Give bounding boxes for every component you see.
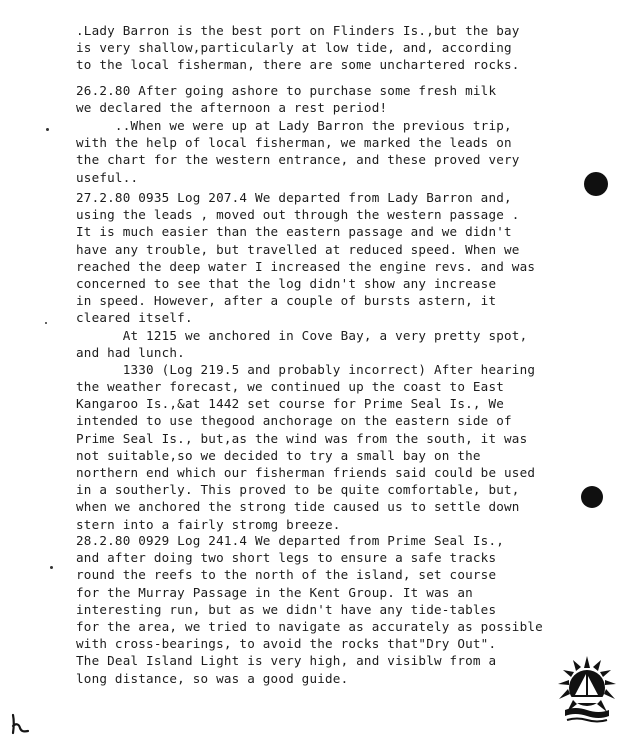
text-line: 26.2.80 After going ashore to purchase some fresh milk [76, 83, 497, 98]
punch-hole-icon [584, 172, 608, 196]
text-line: cleared itself. [76, 310, 193, 326]
text-line: intended to use thegood anchorage on the eastern side of [76, 413, 512, 429]
text-line: 27.2.80 0935 Log 207.4 We departed from Lady Barron and, [76, 190, 512, 205]
text-line: with cross-bearings, to avoid the rocks that"Dry Out". [76, 636, 497, 652]
sun-and-sailboat-emblem-icon [555, 654, 619, 730]
text-line: round the reefs to the north of the island, set course [76, 567, 497, 583]
text-line: ..When we were up at Lady Barron the previous trip, [76, 118, 512, 133]
text-line: long distance, so was a good guide. [76, 670, 349, 686]
text-line: when we anchored the strong tide caused us to settle down [76, 499, 520, 515]
text-line: in a southerly. This proved to be quite comfortable, but, [76, 482, 520, 498]
text-line: concerned to see that the log didn't show any increase [76, 275, 497, 291]
text-line: The Deal Island Light is very high, and visiblw from a [76, 653, 497, 669]
text-line: and had lunch. [76, 344, 185, 360]
paragraph-27-2-80 [76, 189, 612, 533]
text-line: to the local fisherman, there are some unchartered rocks. [76, 57, 520, 73]
text-line: the weather forecast, we continued up the coast to East [76, 379, 505, 395]
ink-speck [50, 566, 53, 569]
paragraph-26-2-80 [76, 82, 612, 116]
paragraph-lady-barron [76, 22, 612, 74]
text-line: not suitable,so we decided to try a small bay on the [76, 447, 481, 463]
paragraph-previous-trip [76, 117, 612, 186]
text-line: stern into a fairly stromg breeze. [76, 516, 341, 532]
text-line: It is much easier than the eastern passage and we didn't [76, 224, 512, 240]
text-line: northern end which our fisherman friends said could be used [76, 465, 536, 480]
text-line: the chart for the western entrance, and these proved very [76, 152, 520, 168]
text-line: 1330 (Log 219.5 and probably incorrect) After hearing [76, 361, 536, 377]
text-line: and after doing two short legs to ensure a safe tracks [76, 550, 497, 566]
text-line: Prime Seal Is., but,as the wind was from the south, it was [76, 430, 528, 446]
text-line: Kangaroo Is.,&at 1442 set course for Prime Seal Is., We [76, 396, 505, 412]
text-line: in speed. However, after a couple of bursts astern, it [76, 293, 497, 309]
text-line: using the leads , moved out through the western passage . [76, 207, 520, 223]
text-line: useful.. [76, 169, 139, 185]
text-line: for the Murray Passage in the Kent Group. It was an [76, 584, 473, 600]
text-line: we declared the afternoon a rest period! [76, 100, 388, 116]
text-line: interesting run, but as we didn't have any tide-tables [76, 601, 497, 617]
text-line: reached the deep water I increased the engine revs. and was [76, 258, 536, 274]
text-line: have any trouble, but travelled at reduced speed. When we [76, 241, 520, 257]
punch-hole-icon [581, 486, 603, 508]
text-line: .Lady Barron is the best port on Flinders Is.,but the bay [76, 23, 520, 38]
text-line: for the area, we tried to navigate as accurately as possible [76, 618, 543, 634]
text-line: At 1215 we anchored in Cove Bay, a very pretty spot, [76, 327, 528, 343]
handwritten-margin-mark-icon [8, 712, 32, 736]
paragraph-28-2-80 [76, 532, 612, 687]
text-line: with the help of local fisherman, we marked the leads on [76, 135, 512, 151]
ink-speck [45, 322, 47, 324]
text-line: 28.2.80 0929 Log 241.4 We departed from Prime Seal Is., [76, 533, 505, 548]
ink-speck [46, 128, 49, 131]
text-line: is very shallow,particularly at low tide, and, according [76, 40, 512, 56]
